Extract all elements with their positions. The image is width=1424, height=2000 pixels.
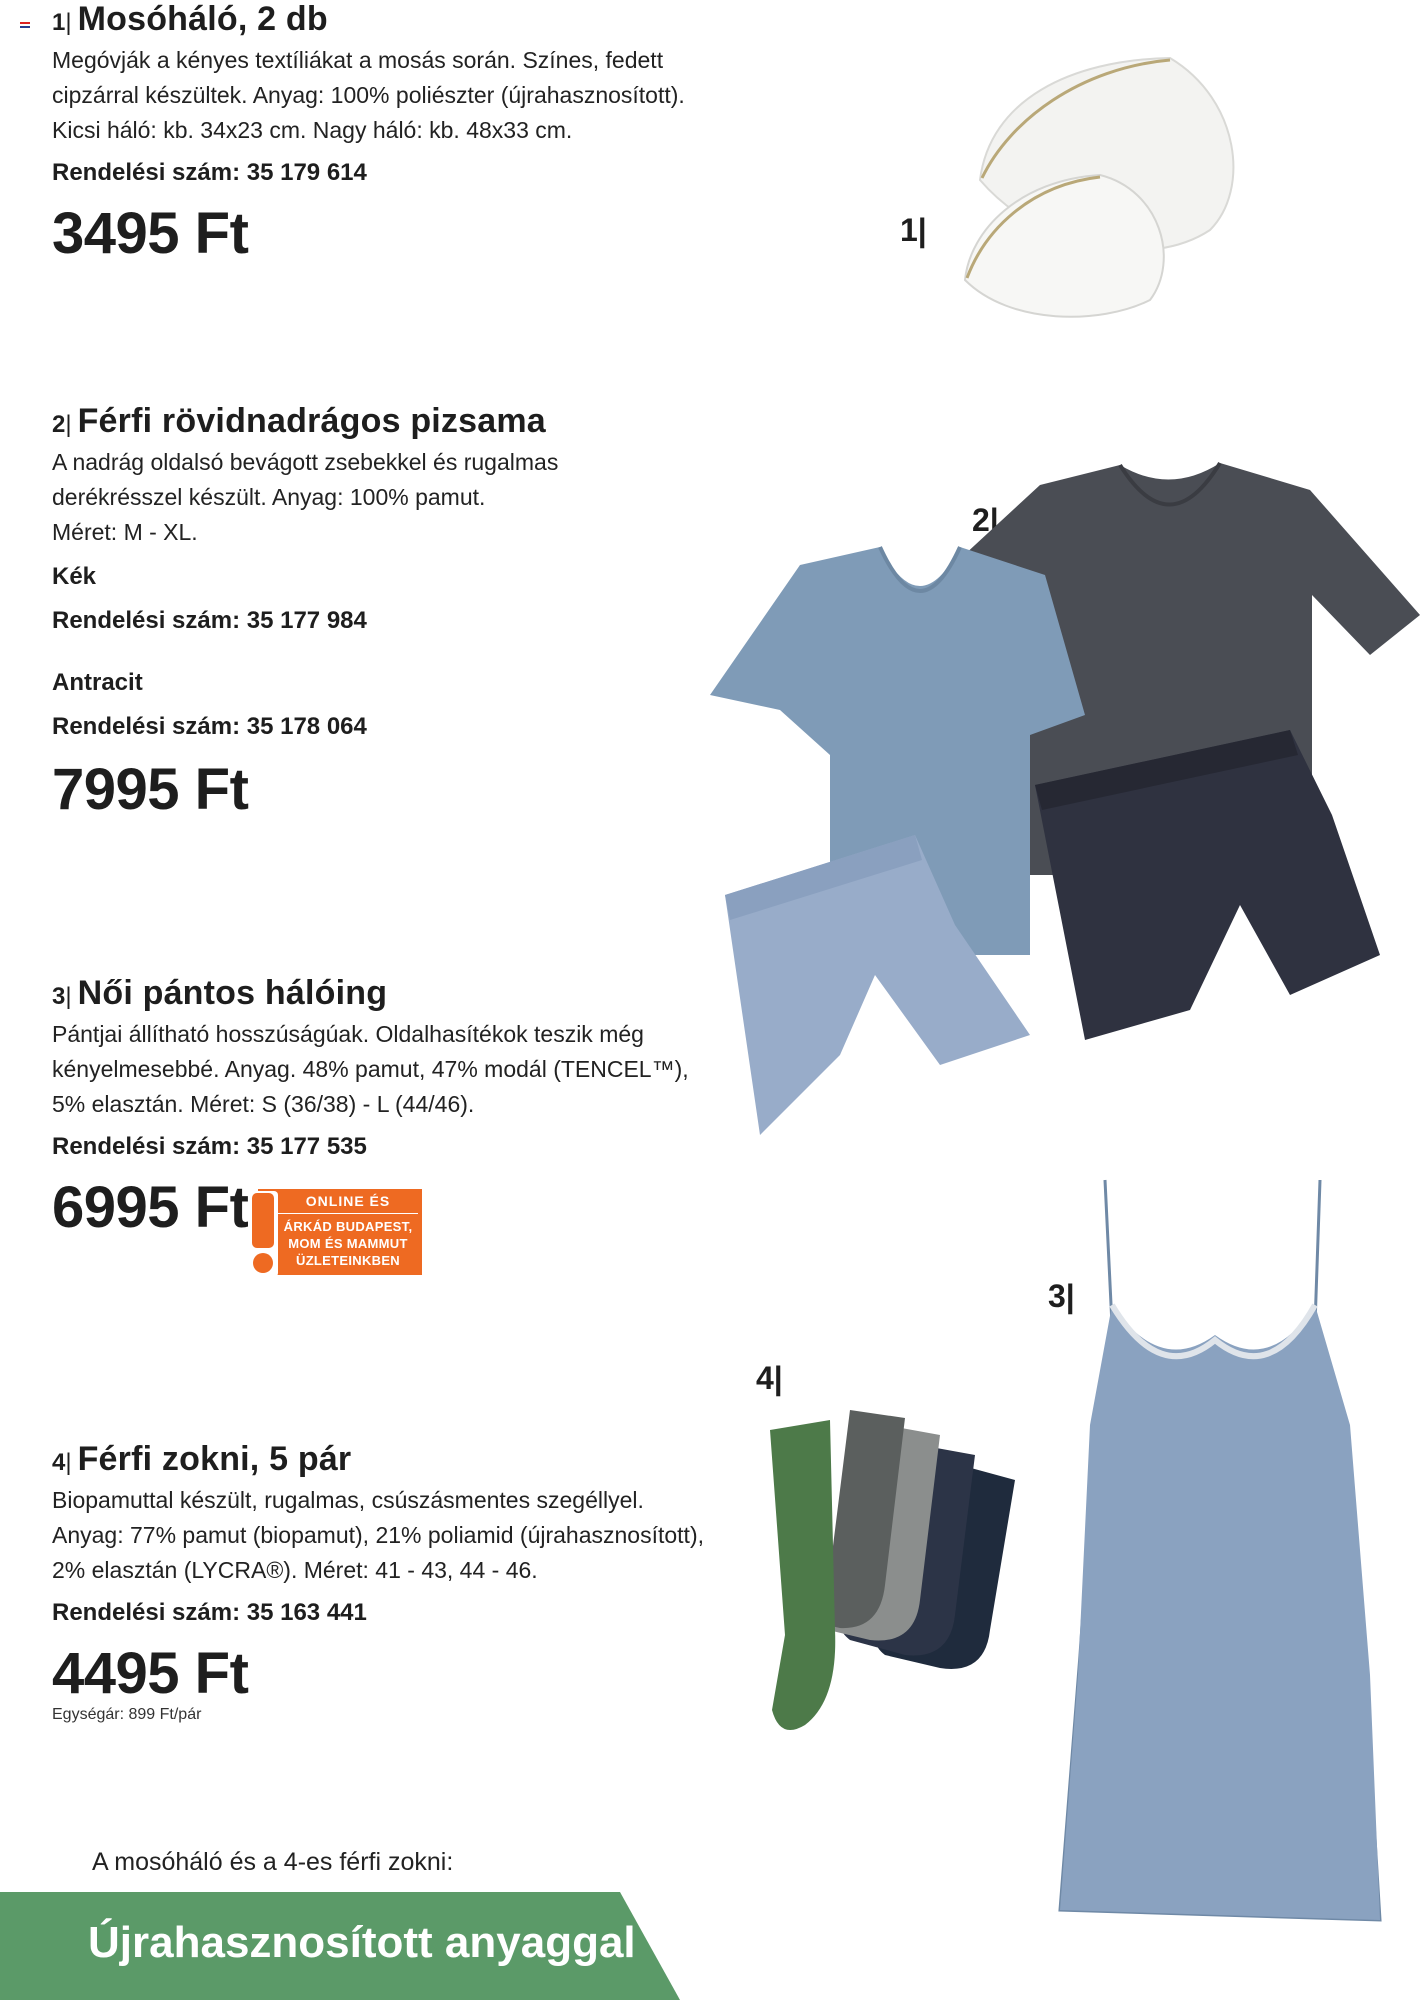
description-line: A nadrág oldalsó bevágott zsebekkel és rugalmas [52, 449, 559, 475]
product-1-heading [52, 0, 732, 39]
product-1-price: 3495 Ft [52, 201, 249, 266]
description-line: Biopamuttal készült, rugalmas, csúszásmentes szegéllyel. [52, 1487, 644, 1513]
product-4-order-number: Rendelési szám: 35 163 441 [52, 1599, 367, 1626]
product-3-description [52, 1017, 732, 1122]
description-line: cipzárral készültek. Anyag: 100% poliészter (újrahasznosított). [52, 82, 685, 108]
badge-line: ONLINE ÉS [278, 1193, 418, 1214]
product-4-description [52, 1483, 732, 1588]
image-label-3: 3| [1048, 1278, 1075, 1314]
product-4-title: Férfi zokni, 5 pár [77, 1440, 352, 1478]
product-2-number: 2| [52, 411, 72, 438]
product-2-variant-color: Antracit [52, 669, 143, 696]
product-1-order-number: Rendelési szám: 35 179 614 [52, 159, 367, 186]
description-line: Méret: M - XL. [52, 519, 198, 545]
product-4-number: 4| [52, 1449, 72, 1476]
product-2-variant-order-number: Rendelési szám: 35 178 064 [52, 713, 367, 740]
product-2-variant-order-number: Rendelési szám: 35 177 984 [52, 607, 367, 634]
description-line: Anyag: 77% pamut (biopamut), 21% poliamid (újrahasznosított), [52, 1522, 704, 1548]
socks-image [760, 1400, 1040, 1740]
description-line: kényelmesebbé. Anyag. 48% pamut, 47% modál (TENCEL™), [52, 1056, 689, 1082]
product-2-price: 7995 Ft [52, 757, 249, 822]
description-line: Pántjai állítható hosszúságúak. Oldalhasítékok teszik még [52, 1021, 644, 1047]
product-4 [52, 1440, 732, 1724]
product-3-price: 6995 Ft [52, 1175, 249, 1240]
badge-line: ÁRKÁD BUDAPEST, [283, 1219, 413, 1234]
product-1-title: Mosóháló, 2 db [77, 0, 328, 38]
product-1 [52, 0, 732, 266]
description-line: 5% elasztán. Méret: S (36/38) - L (44/46). [52, 1091, 475, 1117]
image-label-1: 1| [900, 212, 927, 248]
badge-line: ÜZLETEINKBEN [296, 1253, 400, 1268]
laundry-nets-image [950, 40, 1250, 340]
badge-text [278, 1193, 418, 1269]
product-2-description [52, 445, 732, 550]
product-3-title: Női pántos hálóing [77, 974, 388, 1012]
product-4-unit-price: Egységár: 899 Ft/pár [52, 1706, 202, 1723]
product-2-variant-color: Kék [52, 563, 97, 590]
image-label-2: 2| [972, 502, 999, 538]
recycled-material-banner [0, 1892, 680, 2000]
product-2-heading [52, 402, 732, 441]
description-line: Megóvják a kényes textíliákat a mosás során. Színes, fedett [52, 47, 664, 73]
recycle-note: A mosóháló és a 4-es férfi zokni: [92, 1848, 454, 1876]
store-availability-badge [248, 1189, 422, 1277]
product-2-title: Férfi rövidnadrágos pizsama [77, 402, 546, 440]
product-3-order-number: Rendelési szám: 35 177 535 [52, 1133, 367, 1160]
description-line: derékrésszel készült. Anyag: 100% pamut. [52, 484, 486, 510]
product-2 [52, 402, 732, 822]
green-sock [770, 1420, 835, 1730]
nightgown-image [1050, 1175, 1390, 1925]
language-flag-icon [20, 22, 30, 28]
pajama-image [700, 455, 1420, 1155]
badge-line: MOM ÉS MAMMUT [288, 1236, 408, 1251]
product-1-description [52, 43, 732, 148]
nightgown [1060, 1180, 1380, 1920]
description-line: Kicsi háló: kb. 34x23 cm. Nagy háló: kb. 48x33 cm. [52, 117, 573, 143]
image-label-4: 4| [756, 1360, 783, 1396]
product-4-heading [52, 1440, 732, 1479]
banner-text: Újrahasznosított anyaggal [88, 1918, 636, 1967]
product-3-heading [52, 974, 732, 1013]
product-3-number: 3| [52, 983, 72, 1010]
description-line: 2% elasztán (LYCRA®). Méret: 41 - 43, 44 - 46. [52, 1557, 538, 1583]
product-1-number: 1| [52, 9, 72, 36]
product-4-price: 4495 Ft [52, 1641, 249, 1706]
anthracite-shorts [1035, 730, 1380, 1040]
